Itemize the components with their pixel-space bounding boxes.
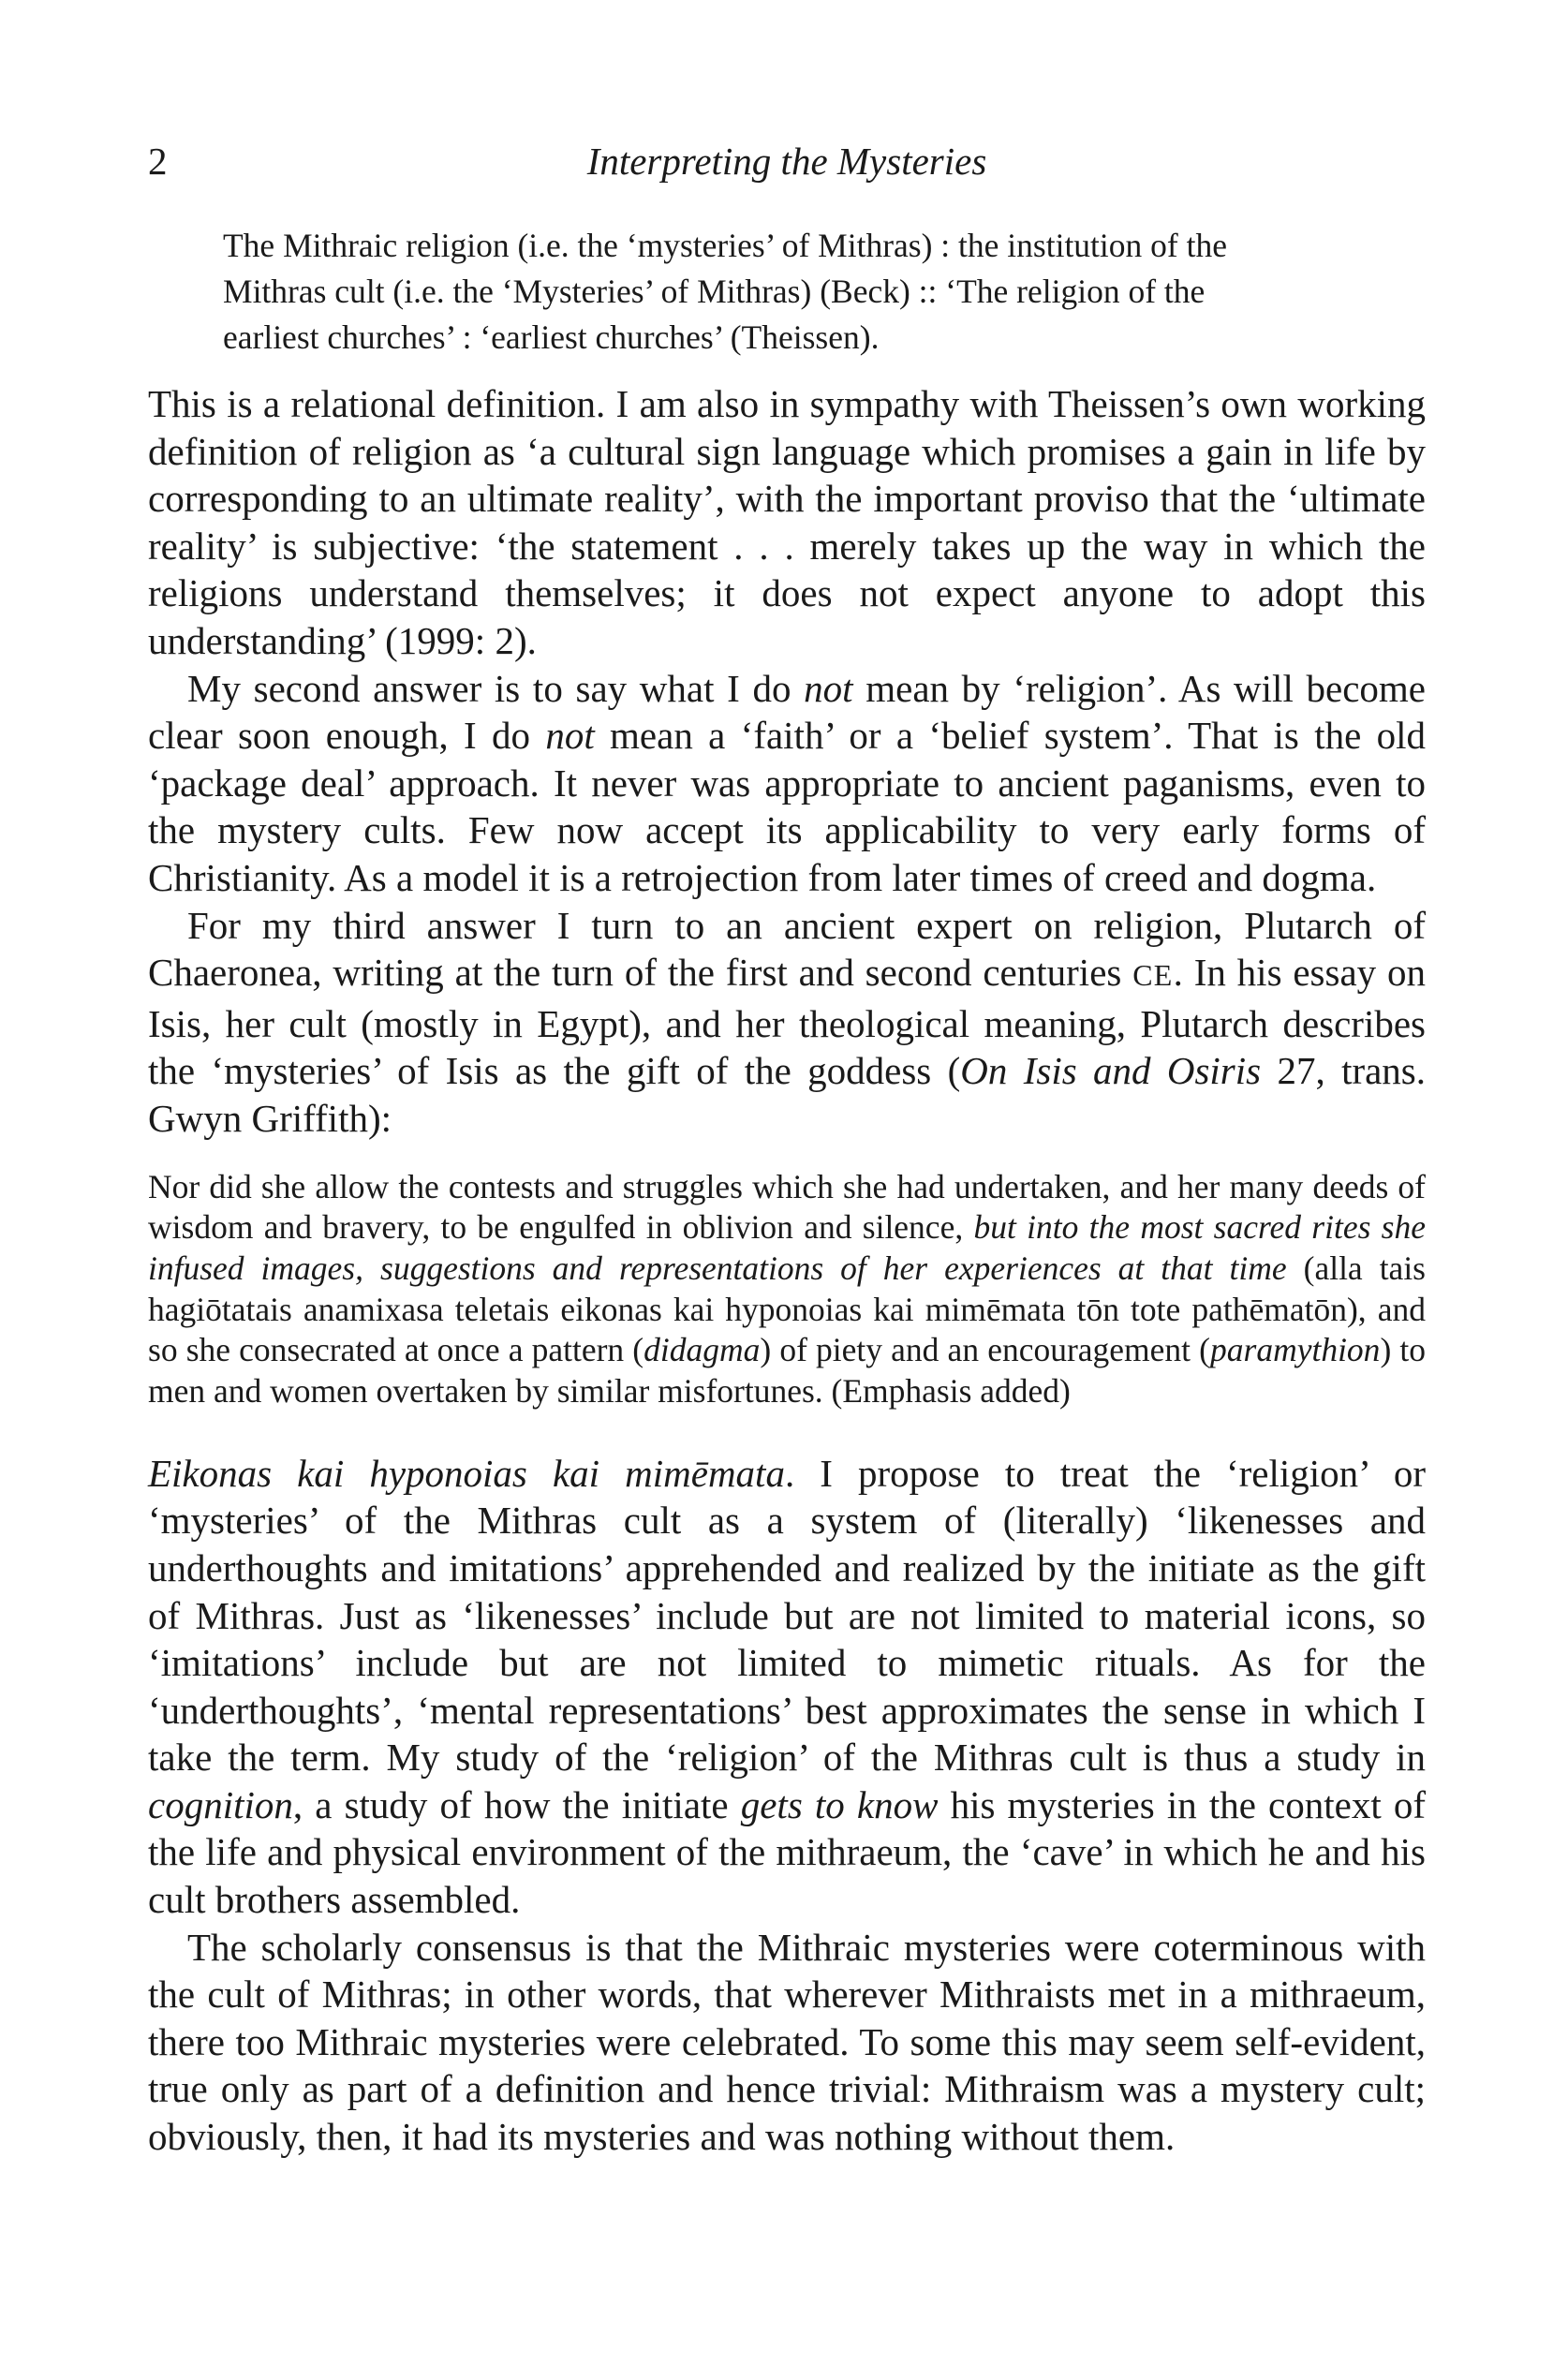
emphasis: cognition: [148, 1782, 293, 1826]
greek-term: paramythion: [1210, 1331, 1381, 1369]
paragraph-relational-definition: This is a relational definition. I am also in sympathy with Theissen’s own working definition of religion as ‘a cultural sign language which promises a gain in life by corresponding to an ultimate reality’, with the important proviso that the ‘ultimate reality’ is subjective: ‘the statement . . . merely takes up the way in which the religions understand themselves; it does not expect anyone to adopt this understanding’ (1999: 2).: [148, 382, 1426, 662]
analogy-line: The Mithraic religion (i.e. the ‘mysteries’ of Mithras) : the institution of the: [223, 227, 1227, 264]
era-abbreviation: CE: [1132, 959, 1174, 993]
block-quote-plutarch: Nor did she allow the contests and struggles which she had undertaken, and her many deeds of wisdom and bravery, to be engulfed in oblivion and silence, but into the most sacred rites she infused images, suggestions and representations of her experiences at that time (alla tais hagiōtatais anamixasa teletais eikonas kai hyponoias kai mimēmata tōn tote pathēmatōn), and so she consecrated at once a pattern (didagma) of piety and an encouragement (paramythion) to men and women overtaken by similar misfortunes. (Emphasis added): [148, 1167, 1427, 1411]
greek-term: didagma: [643, 1331, 761, 1369]
paragraph-second-answer: My second answer is to say what I do not mean by ‘religion’. As will become clear soon enough, I do not mean a ‘faith’ or a ‘belief system’. That is the old ‘package deal’ approach. It never was appropriate to ancient paganisms, even to the mystery cults. Few now accept its applicability to very early forms of Christianity. As a model it is a retrojection from later times of creed and dogma.: [148, 666, 1426, 899]
paragraph-third-answer: For my third answer I turn to an ancient expert on religion, Plutarch of Chaeronea, writing at the turn of the first and second centuries CE. In his essay on Isis, her cult (mostly in Egypt), and her theological meaning, Plutarch describes the ‘mysteries’ of Isis as the gift of the goddess (On Isis and Osiris 27, trans. Gwyn Griffith):: [148, 903, 1427, 1140]
running-title: Interpreting the Mysteries: [586, 140, 987, 183]
emphasis: not: [804, 666, 853, 710]
page-number: 2: [148, 140, 168, 183]
emphasis: not: [545, 714, 595, 758]
emphasis: gets to know: [740, 1782, 939, 1826]
work-title: On Isis and Osiris: [960, 1049, 1262, 1093]
analogy-line: earliest churches’ : ‘earliest churches’ (Theissen).: [223, 318, 880, 356]
greek-phrase: Eikonas kai hyponoias kai mimēmata: [148, 1451, 785, 1495]
paragraph-scholarly-consensus: The scholarly consensus is that the Mithraic mysteries were coterminous with the cult of Mithras; in other words, that wherever Mithraists met in a mithraeum, there too Mithraic mysteries were celebrated. To some this may seem self-evident, true only as part of a definition and hence trivial: Mithraism was a mystery cult; obviously, then, it had its mysteries and was nothing without them.: [148, 1925, 1426, 2159]
page-body: [148, 223, 1426, 2161]
analogy-line: Mithras cult (i.e. the ‘Mysteries’ of Mithras) (Beck) :: ‘The religion of the: [223, 273, 1206, 310]
page-header: [148, 133, 1426, 189]
analogy-block: [223, 223, 1351, 361]
emphasis: but into the most sacred rites she infused images, suggestions and representations of her experiences at that time: [148, 1208, 1427, 1287]
paragraph-eikonas: Eikonas kai hyponoias kai mimēmata. I propose to treat the ‘religion’ or ‘mysteries’ of the Mithras cult as a system of (literally) ‘likenesses and underthoughts and imitations’ apprehended and realized by the initiate as the gift of Mithras. Just as ‘likenesses’ include but are not limited to material icons, so ‘imitations’ include but are not limited to mimetic rituals. As for the ‘underthoughts’, ‘mental representations’ best approximates the sense in which I take the term. My study of the ‘religion’ of the Mithras cult is thus a study in cognition, a study of how the initiate gets to know his mysteries in the context of the life and physical environment of the mithraeum, the ‘cave’ in which he and his cult brothers assembled.: [148, 1451, 1426, 1922]
